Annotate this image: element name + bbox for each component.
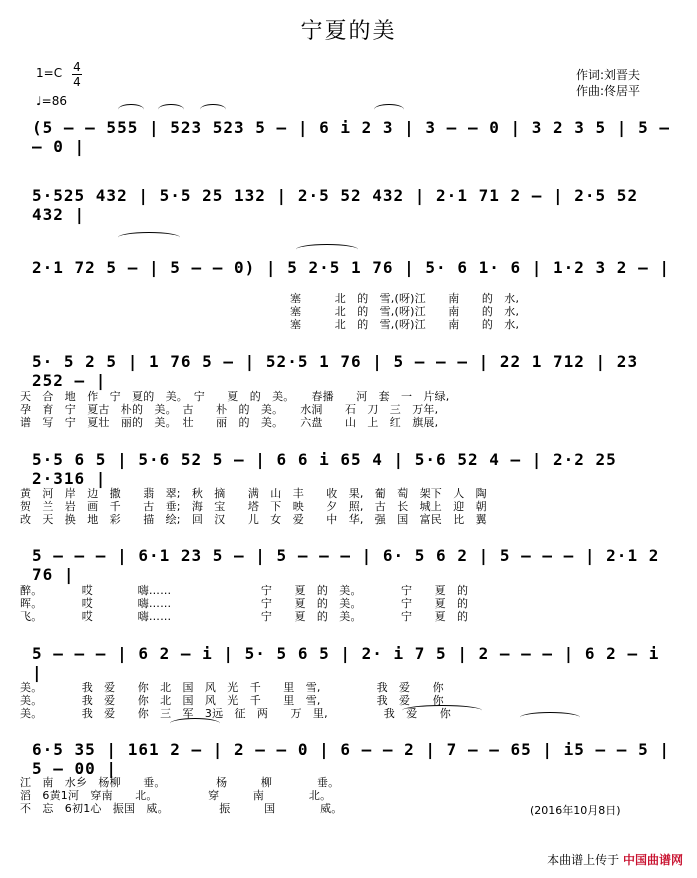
- staff-row-6: [20, 546, 680, 582]
- tie-arc: [402, 705, 482, 716]
- lyric-line: 晖。 哎 嗨…… 宁 夏 的 美。 宁 夏 的: [20, 597, 469, 610]
- lyric-line: 谱 写 宁 夏壮 丽的 美。 壮 丽 的 美。 六盘 山 上 红 旗展,: [20, 416, 439, 429]
- staff-notes: 2·1 72 5 — | 5 — — 0) | 5 2·5 1 76 | 5· 6 1· 6 | 1·2 3 2 — |: [32, 258, 670, 277]
- tie-arc: [170, 718, 220, 729]
- key-signature: 1=C: [36, 66, 63, 80]
- lyric-line: 美。 我 爱 你 三 军 3远 征 两 万 里, 我 爱 你: [20, 707, 451, 720]
- triplet-slur: [158, 104, 184, 115]
- staff-row-1: [20, 118, 680, 154]
- lyric-line: 美。 我 爱 你 北 国 风 光 千 里 雪, 我 爱 你: [20, 694, 444, 707]
- lyrics-block-3: [20, 487, 487, 526]
- lyrics-block-2: [20, 390, 450, 429]
- lyric-line: 塞 北 的 雪,(呀)江 南 的 水,: [290, 292, 520, 305]
- tie-arc: [118, 232, 180, 243]
- staff-notes: 5· 5 2 5 | 1 76 5 — | 52·5 1 76 | 5 — — — | 22 1 712 | 23 252 — |: [32, 352, 639, 390]
- staff-row-3: [20, 258, 680, 294]
- lyric-line: 塞 北 的 雪,(呀)江 南 的 水,: [290, 305, 520, 318]
- composer-credit: 作曲:佟居平: [576, 84, 641, 98]
- tie-arc: [374, 104, 404, 115]
- time-signature-bottom: 4: [73, 75, 81, 89]
- staff-notes: 5 — — — | 6·1 23 5 — | 5 — — — | 6· 5 6 2 | 5 — — — | 2·1 2 76 |: [32, 546, 660, 584]
- site-logo[interactable]: 中国曲谱网: [622, 853, 683, 867]
- lyric-line: 飞。 哎 嗨…… 宁 夏 的 美。 宁 夏 的: [20, 610, 469, 623]
- staff-row-2: [20, 186, 680, 222]
- tie-arc: [520, 712, 580, 723]
- staff-notes: 5·525 432 | 5·5 25 132 | 2·5 52 432 | 2·1 71 2 — | 2·5 52 432 |: [32, 186, 639, 224]
- lyric-line: 孕 育 宁 夏古 朴的 美。 古 朴 的 美。 水洞 石 刀 三 万年,: [20, 403, 439, 416]
- time-signature: [72, 60, 82, 89]
- staff-notes: 6·5 35 | 161 2 — | 2 — — 0 | 6 — — 2 | 7 — — 65 | i5 — — 5 | 5 — 00 |: [32, 740, 670, 778]
- lyric-line: 不 忘 6初1心 振国 威。 振 国 威。: [20, 802, 343, 815]
- upload-credit: [547, 851, 683, 868]
- lyric-line: 黄 河 岸 边 撒 翡 翠; 秋 摘 满 山 丰 收 果, 葡 萄 架下 人 陶: [20, 487, 487, 500]
- lyric-line: 滔 6黄1河 穿南 北。 穿 南 北。: [20, 789, 332, 802]
- staff-row-7: [20, 644, 680, 680]
- tie-arc: [296, 244, 358, 255]
- lyrics-block-1: [290, 292, 519, 331]
- staff-notes: (5 — — 555 | 523 523 5 — | 6 i 2 3 | 3 — — 0 | 3 2 3 5 | 5 — — 0 |: [32, 118, 670, 156]
- staff-row-8: [20, 740, 680, 776]
- credit-prefix: 本曲谱上传于: [547, 853, 620, 867]
- lyrics-block-5: [20, 681, 451, 720]
- lyricist-credit: 作词:刘晋夫: [576, 68, 641, 82]
- staff-notes: 5·5 6 5 | 5·6 52 5 — | 6 6 i 65 4 | 5·6 52 4 — | 2·2 25 2·316 |: [32, 450, 617, 488]
- lyric-line: 天 合 地 作 宁 夏的 美。 宁 夏 的 美。 春播 河 套 一 片绿,: [20, 390, 450, 403]
- lyrics-block-4: [20, 584, 468, 623]
- page-title: 宁夏的美: [300, 19, 397, 44]
- tempo-marking: ♩=86: [36, 94, 67, 108]
- staff-row-5: [20, 450, 680, 486]
- lyric-line: 塞 北 的 雪,(呀)江 南 的 水,: [290, 318, 520, 331]
- staff-row-4: [20, 352, 680, 388]
- triplet-slur: [118, 104, 144, 115]
- lyric-line: 醉。 哎 嗨…… 宁 夏 的 美。 宁 夏 的: [20, 584, 469, 597]
- lyric-line: 改 天 换 地 彩 描 绘; 回 汉 儿 女 爱 中 华, 强 国 富民 比 翼: [20, 513, 487, 526]
- staff-notes: 5 — — — | 6 2 — i | 5· 5 6 5 | 2· i 7 5 | 2 — — — | 6 2 — i |: [32, 644, 660, 682]
- triplet-slur: [200, 104, 226, 115]
- date-note: (2016年10月8日): [530, 804, 621, 817]
- lyric-line: 江 南 水乡 杨柳 垂。 杨 柳 垂。: [20, 776, 340, 789]
- lyric-line: 贺 兰 岩 画 千 古 垂; 海 宝 塔 下 映 夕 照, 古 长 城上 迎 朝: [20, 500, 487, 513]
- lyrics-block-6: [20, 776, 343, 815]
- time-signature-top: 4: [73, 60, 81, 74]
- lyric-line: 美。 我 爱 你 北 国 风 光 千 里 雪, 我 爱 你: [20, 681, 444, 694]
